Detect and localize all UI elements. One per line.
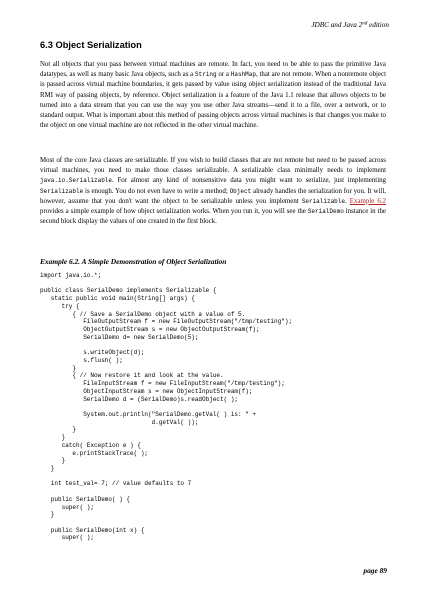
edition-superscript: nd	[362, 21, 368, 27]
code-serialdemo: SerialDemo	[307, 208, 344, 216]
edition-word: edition	[367, 21, 389, 29]
code-line: static public void main(String[] args) {	[40, 295, 195, 303]
code-line: s.flush( );	[40, 356, 123, 364]
code-line: try {	[40, 302, 80, 310]
book-title: JDBC and Java 2	[311, 21, 363, 29]
code-line: ObjectInputStream s = new ObjectInputStream(f);	[40, 387, 253, 395]
code-line: catch( Exception e ) {	[40, 441, 141, 449]
code-line: FileOutputStream f = new FileOutputStream("/tmp/testing");	[40, 318, 293, 326]
code-line: }	[40, 434, 66, 442]
para2-text-3: is enough. You do not even have to write a method;	[83, 187, 230, 195]
code-line: }	[40, 511, 55, 519]
code-line: }	[40, 426, 77, 434]
para2-text-6: provides a simple example of how object serialization works. When you run it, you will see the	[40, 208, 308, 216]
para2-text-4: already handles the serialization for you. It will, however, assume that you don't want the object to be serializable unless you implement	[40, 187, 386, 205]
code-listing	[40, 272, 292, 542]
section-title: 6.3 Object Serialization	[40, 40, 142, 50]
code-line: FileInputStream f = new FileInputStream("/tmp/testing");	[40, 380, 285, 388]
para2-text-5: .	[344, 197, 350, 205]
code-line: public SerialDemo( ) {	[40, 495, 131, 503]
code-line: e.printStackTrace( );	[40, 449, 149, 457]
para2-text-1: Most of the core Java classes are serializable. If you wish to build classes that are not remote but need to be passed across virtual machines, you need to make those classes serializable. A serializable class minimally needs to implement	[40, 157, 386, 175]
page-number: page 89	[363, 566, 387, 575]
code-line: public SerialDemo(int x) {	[40, 526, 145, 534]
para2-text-2: . For almost any kind of nonsensitive data you might want to serialize, just implementing	[112, 177, 386, 185]
code-string: String	[195, 71, 217, 79]
serializable-paragraph	[40, 156, 386, 227]
intro-paragraph	[40, 60, 386, 131]
code-line: { // Now restore it and look at the value.	[40, 372, 224, 380]
example-title: Example 6.2. A Simple Demonstration of Object Serialization	[40, 257, 227, 266]
code-line: SerialDemo d = (SerialDemo)s.readObject( );	[40, 395, 239, 403]
code-serializable: Serializable	[40, 187, 84, 195]
para1-text-2: or a	[216, 71, 231, 79]
code-line: System.out.println("SerialDemo.getVal( ) is: " +	[40, 410, 257, 418]
code-line: int test_val= 7; // value defaults to 7	[40, 480, 192, 488]
code-line: }	[40, 364, 77, 372]
code-line: d.getVal( ));	[40, 418, 199, 426]
code-line: { // Save a SerialDemo object with a value of 5.	[40, 310, 246, 318]
code-java-io-serializable: java.io.Serializable	[40, 177, 113, 185]
para1-text-3: , that are not remote. When a nonremote object is passed across virtual machine boundaries, it gets passed by value using object serialization instead of the traditional Java RMI way of passing objects, by reference. Object serialization is a feature of the Java 1.1 release that allows objects to be turned into a data stream that you can use the way you use other Java streams—send it to a file, over a network, or to standard output. What is important about this method of passing objects across virtual machines is that changes you make to the object on one virtual machine are not reflected in the other virtual machine.	[40, 71, 387, 130]
para2-text-7: instance in the second block display the values of one created in the first block.	[40, 208, 386, 226]
code-line: }	[40, 457, 66, 465]
code-line: SerialDemo d= new SerialDemo(5);	[40, 333, 199, 341]
code-line: s.writeObject(d);	[40, 349, 145, 357]
code-line: super( );	[40, 534, 95, 542]
code-object: Object	[229, 187, 252, 195]
code-line: ObjectOutputStream s = new ObjectOutputStream(f);	[40, 326, 260, 334]
code-serializable-2: Serializable	[301, 197, 345, 205]
code-hashmap: HashMap	[230, 71, 256, 79]
code-line: }	[40, 464, 55, 472]
code-line: import java.io.*;	[40, 272, 102, 279]
running-header	[311, 21, 389, 30]
example-6-2-link[interactable]: Example 6.2	[349, 197, 386, 205]
code-line: super( );	[40, 503, 95, 511]
para1-text-1: Not all objects that you pass between virtual machines are remote. In fact, you need to be able to pass the primitive Java datatypes, as well as many basic Java objects, such as a	[40, 61, 386, 79]
code-line: public class SerialDemo implements Serializable {	[40, 287, 217, 295]
